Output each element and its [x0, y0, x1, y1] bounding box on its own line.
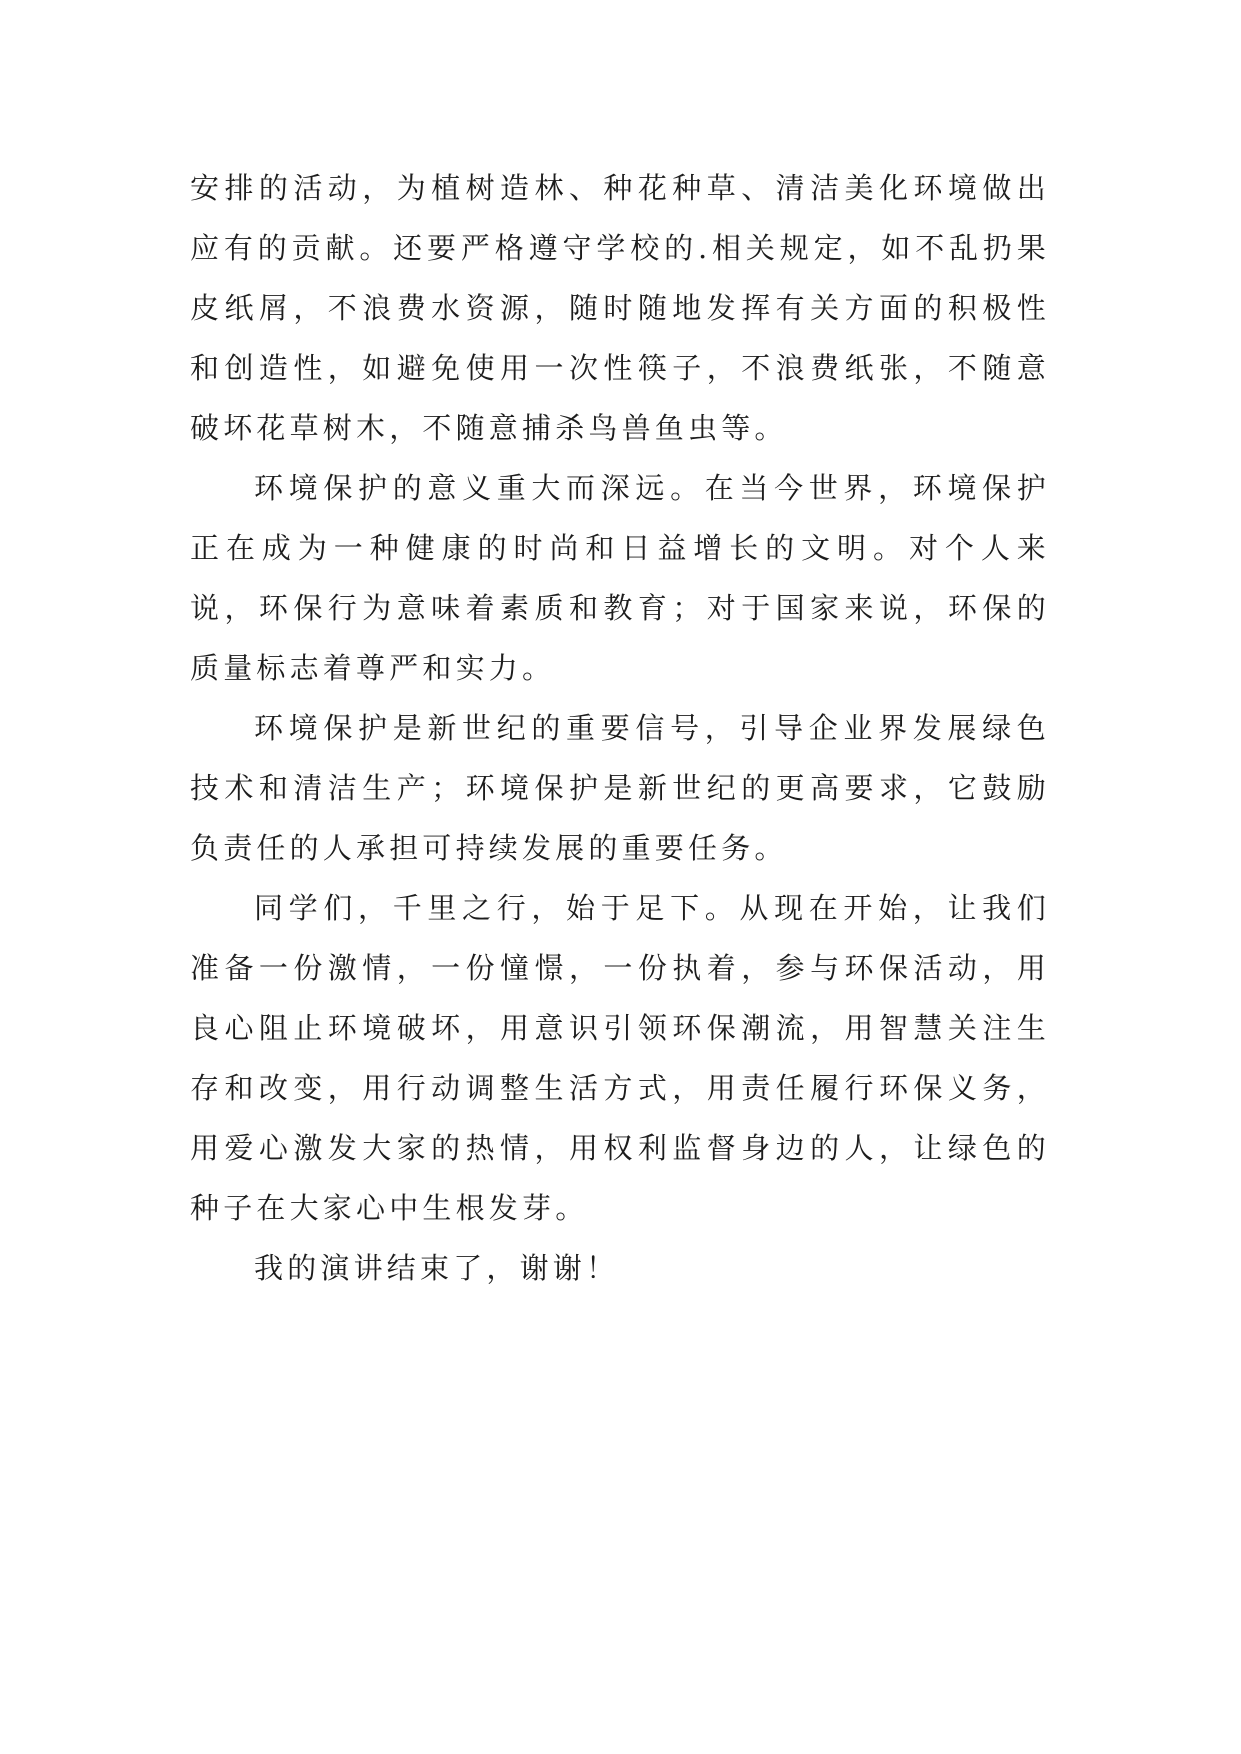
- document-body: [190, 158, 1050, 1298]
- paragraph: 环境保护的意义重大而深远。在当今世界，环境保护正在成为一种健康的时尚和日益增长的文明。对个人来说，环保行为意味着素质和教育；对于国家来说，环保的质量标志着尊严和实力。: [190, 471, 1050, 685]
- paragraph-continuation: 安排的活动，为植树造林、种花种草、清洁美化环境做出应有的贡献。还要严格遵守学校的.相关规定，如不乱扔果皮纸屑，不浪费水资源，随时随地发挥有关方面的积极性和创造性，如避免使用一次性筷子，不浪费纸张，不随意破坏花草树木，不随意捕杀鸟兽鱼虫等。: [190, 171, 1050, 445]
- paragraph: 环境保护是新世纪的重要信号，引导企业界发展绿色技术和清洁生产；环境保护是新世纪的更高要求，它鼓励负责任的人承担可持续发展的重要任务。: [190, 711, 1050, 865]
- closing-paragraph: 我的演讲结束了，谢谢！: [254, 1251, 620, 1285]
- paragraph: 同学们，千里之行，始于足下。从现在开始，让我们准备一份激情，一份憧憬，一份执着，参与环保活动，用良心阻止环境破坏，用意识引领环保潮流，用智慧关注生存和改变，用行动调整生活方式，用责任履行环保义务，用爱心激发大家的热情，用权利监督身边的人，让绿色的种子在大家心中生根发芽。: [190, 891, 1050, 1225]
